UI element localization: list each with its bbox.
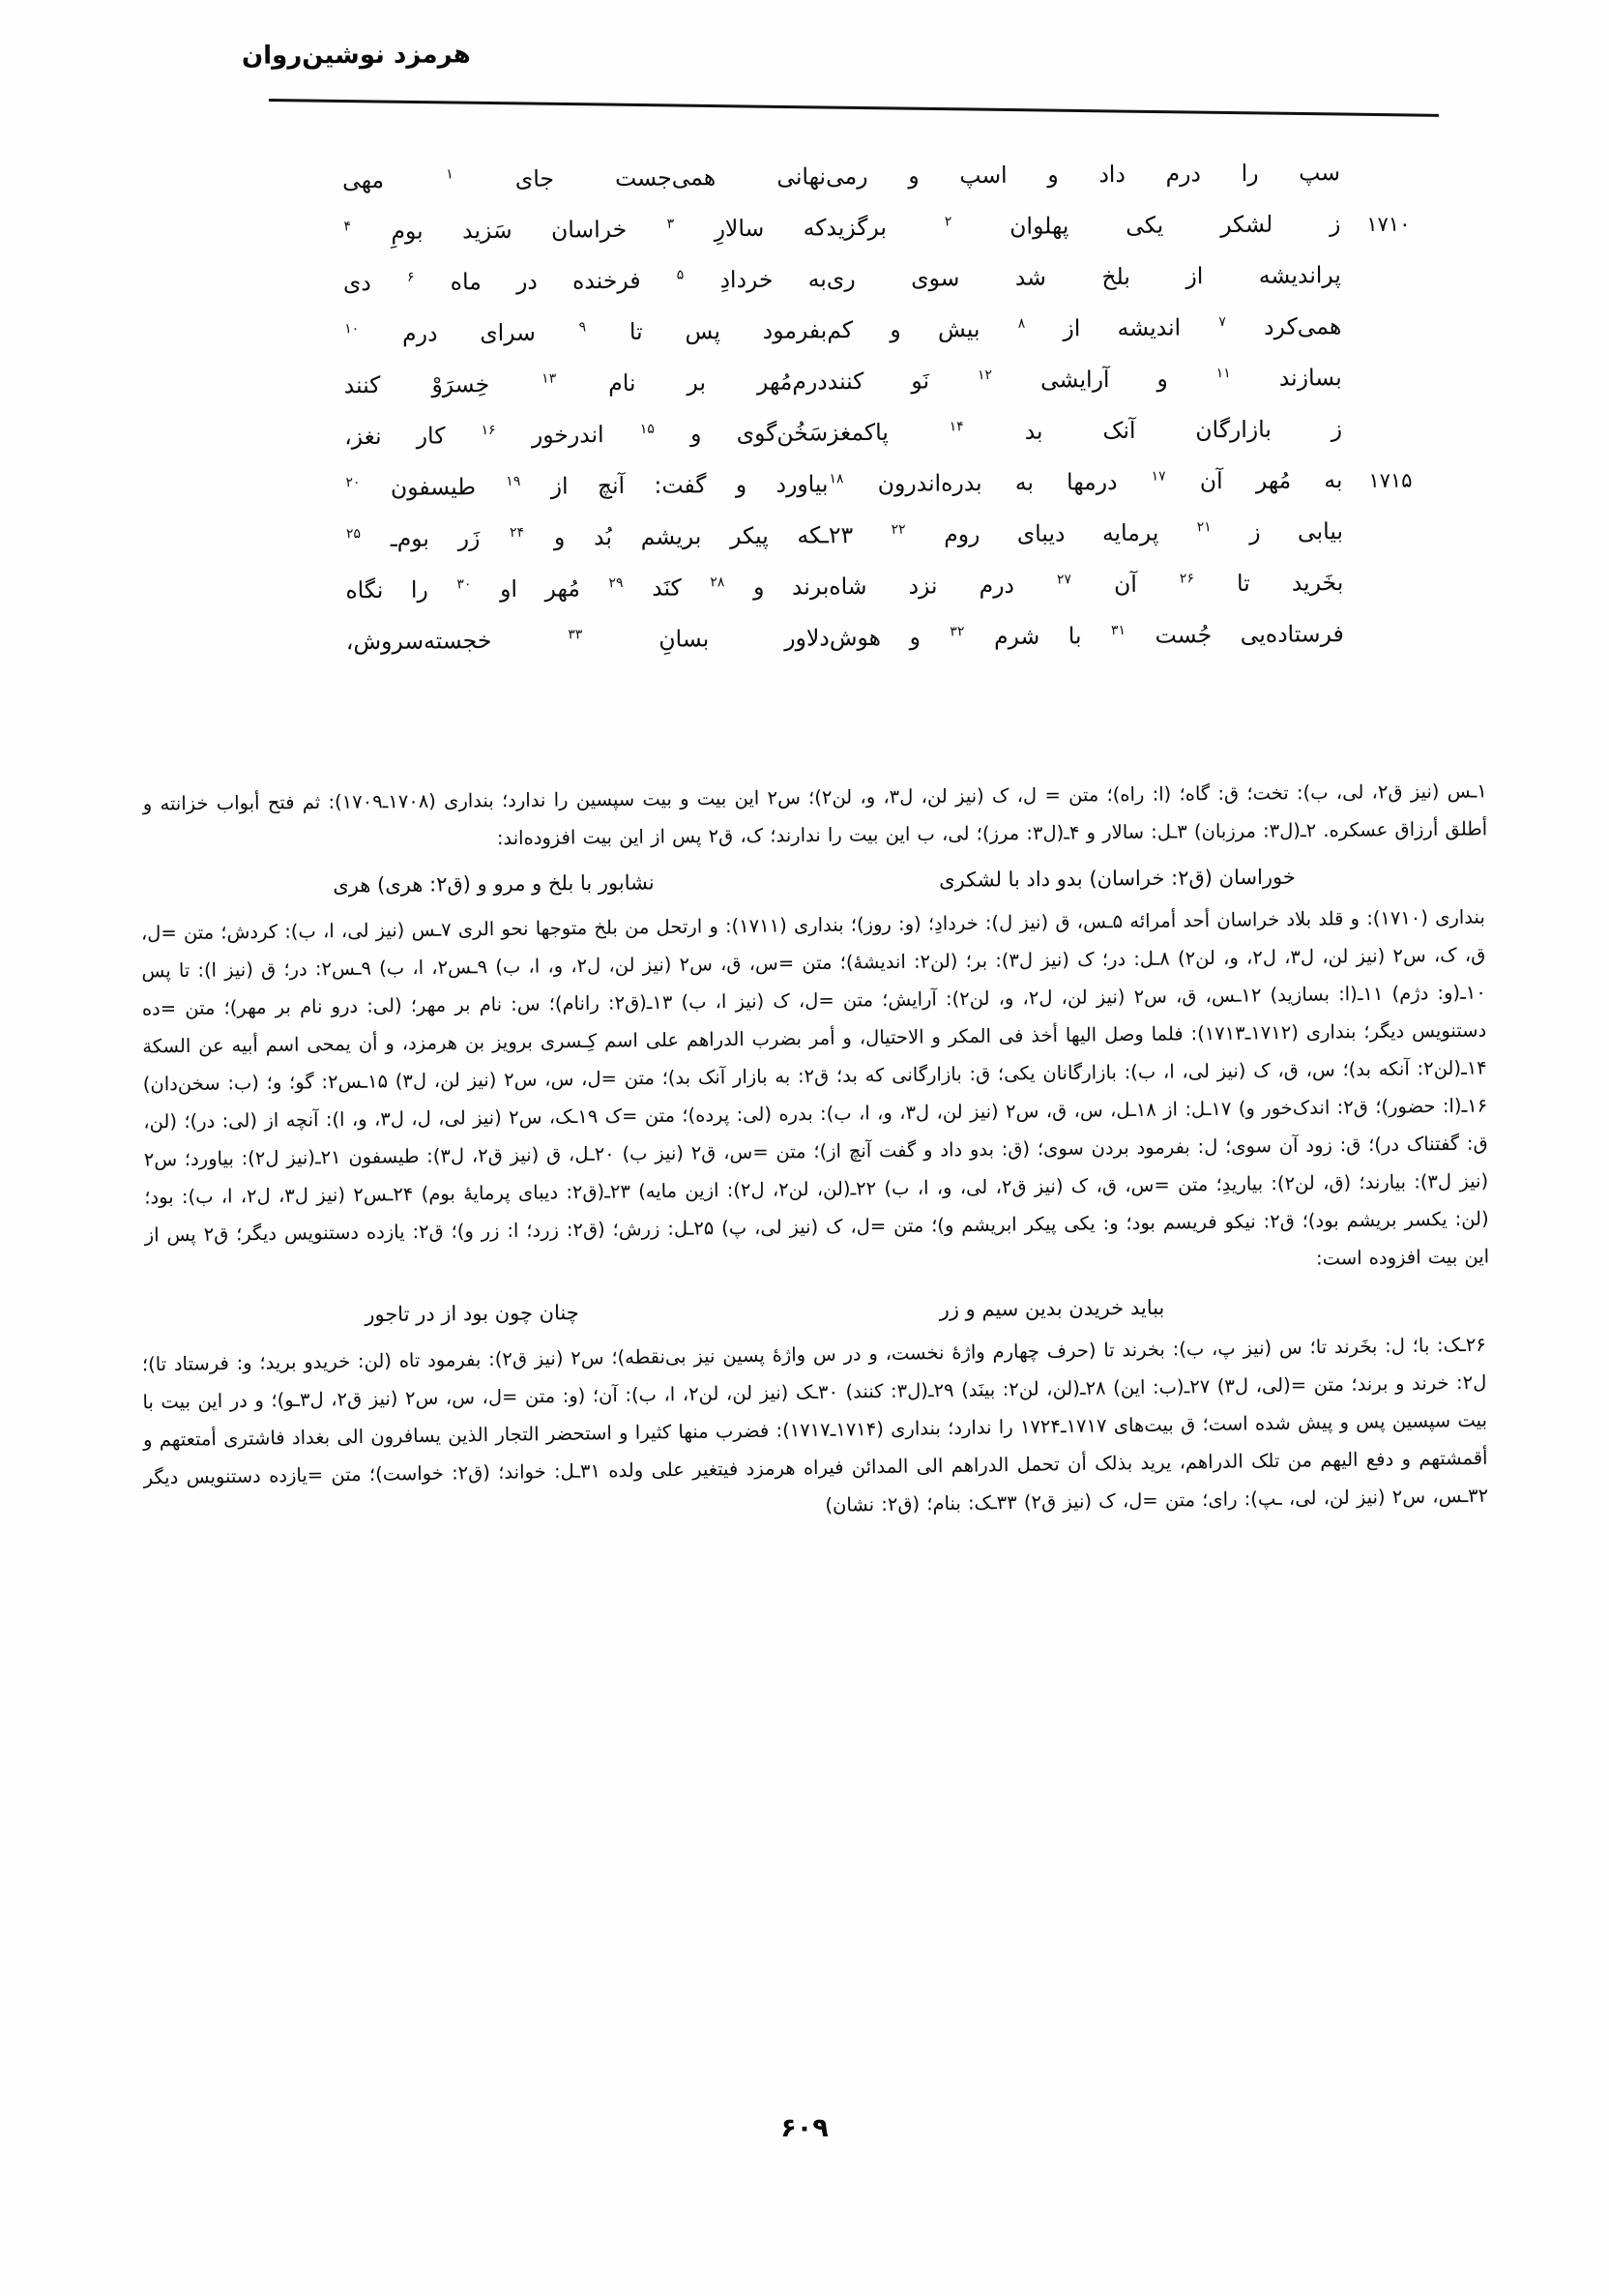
footnote-marker: ۲ bbox=[944, 214, 952, 230]
verse-text-run: طیسفون bbox=[361, 472, 506, 502]
footnote-marker: ۵ bbox=[676, 267, 685, 283]
verse-text-run: درمها به بدره‌اندرون bbox=[844, 467, 1151, 498]
footnote-marker: ۱۹ bbox=[506, 473, 521, 490]
footnote-marker: ۱ bbox=[446, 166, 453, 183]
verse-text-run: درم نزد شاه bbox=[829, 571, 1057, 601]
hemistich-b bbox=[344, 470, 828, 501]
verse-line bbox=[320, 569, 1413, 629]
verse-text-run: فرخنده در ماه bbox=[415, 266, 676, 296]
verse-text-run: کنَد bbox=[624, 574, 710, 602]
running-head: هرمزد نوشین‌روان bbox=[241, 40, 471, 71]
hemistich-a bbox=[829, 569, 1343, 600]
footnote-marker: ۲۴ bbox=[510, 524, 525, 542]
apparatus-paragraph-1: ۱ـس (نیز ق۲، لی، ب): تخت؛ ق: گاه؛ (ا: راه)؛ متن = ل، ک (نیز لن، ل۳، و، لن۲)؛ س۲ این بیت و بیت سپسین را ندارد؛ بنداری (۱۷۰۸ـ۱۷۰۹): ثم فتح أبواب خزانته و أطلق أرزاق عسکره. ۲ـ(ل۳: مرزبان) ۳ـل: سالار و ۴ـ(ل۳: مرز)؛ لی، ب این بیت را ندارند؛ ک، ق۲ پس از این بیت افزوده‌اند: bbox=[142, 780, 1488, 850]
footnote-marker: ۳۳ bbox=[568, 627, 583, 643]
critical-apparatus bbox=[140, 779, 1490, 1524]
verse-text-run: کار نغز، bbox=[344, 422, 481, 451]
quoted-verse-2-hemistich-a: بباید خریدن بدین سیم و زر bbox=[939, 1295, 1165, 1321]
footnote-marker: ۳۰ bbox=[456, 576, 472, 593]
verse-text-run: ز بازارگان آنک بد bbox=[964, 415, 1343, 446]
verse-line bbox=[317, 210, 1410, 270]
hemistich-b bbox=[342, 162, 826, 193]
verse-line bbox=[319, 466, 1412, 526]
verse-text-run: ـکه پیکر بریشم بُد و bbox=[525, 521, 830, 551]
quoted-verse-1 bbox=[143, 864, 1487, 898]
verse-block bbox=[317, 159, 1414, 680]
verse-text-run: همی‌کرد bbox=[1226, 312, 1342, 341]
verse-line-number bbox=[1343, 539, 1413, 540]
verse-text-run: پراندیشه از بلخ شد سوی ری bbox=[826, 261, 1341, 293]
footnote-marker: ۱۳ bbox=[541, 370, 557, 387]
verse-line bbox=[318, 312, 1411, 372]
verse-text-run: اندرخور bbox=[496, 420, 639, 449]
verse-line bbox=[319, 364, 1412, 424]
verse-text-run: اندیشه از bbox=[1026, 313, 1218, 342]
verse-text-run: برگزید bbox=[826, 213, 944, 242]
verse-text-run: خجسته‌سروش، bbox=[345, 626, 568, 656]
verse-text-run: بیاورد و گفت: آنچ از bbox=[521, 470, 829, 500]
verse-text-run: به مُهر آن bbox=[1166, 466, 1343, 495]
footnote-marker: ۲۶ bbox=[1179, 571, 1195, 587]
hemistich-b bbox=[345, 573, 829, 603]
hemistich-a bbox=[827, 261, 1341, 292]
verse-line bbox=[319, 415, 1412, 475]
verse-text-run: بسازند bbox=[1231, 364, 1342, 393]
footnote-marker: ۱۰ bbox=[344, 321, 360, 338]
footnote-marker: ۱۵ bbox=[639, 421, 655, 438]
hemistich-a bbox=[828, 466, 1342, 497]
verse-line-number bbox=[1342, 385, 1412, 386]
verse-text-run: و آرایشی bbox=[992, 365, 1215, 394]
verse-line bbox=[320, 517, 1413, 577]
footnote-marker: ۹ bbox=[578, 319, 587, 336]
verse-line-number bbox=[1340, 180, 1410, 181]
verse-text-run: درم‌مُهر بر نام bbox=[557, 368, 828, 397]
quoted-verse-2-hemistich-b: چنان چون بود از در تاجور bbox=[365, 1301, 579, 1327]
footnote-marker: ۴ bbox=[343, 219, 352, 235]
footnote-marker: ۳۲ bbox=[950, 624, 965, 640]
verse-text-run: پاکمغز bbox=[828, 418, 949, 447]
hemistich-b bbox=[344, 419, 828, 450]
verse-text-run: سرای درم bbox=[360, 318, 578, 348]
verse-text-run: بیابی ز bbox=[1212, 517, 1344, 546]
hemistich-a bbox=[826, 210, 1340, 241]
verse-text-run: دی bbox=[342, 268, 407, 297]
verse-line-number bbox=[1344, 641, 1414, 642]
verse-text-run: زَر بوم‌ـ bbox=[361, 523, 510, 553]
footnote-marker: ۲۵ bbox=[345, 526, 362, 543]
verse-line-number: ۱۷۱۵ bbox=[1368, 468, 1413, 492]
footnote-marker: ۳۱ bbox=[1110, 623, 1126, 639]
header-divider-rule bbox=[269, 99, 1439, 117]
footnote-marker: ۱۱ bbox=[1215, 366, 1231, 382]
hemistich-a bbox=[828, 415, 1342, 446]
verse-line bbox=[317, 159, 1410, 219]
verse-text-run: را نگاه bbox=[345, 575, 456, 604]
verse-text-run: پرمایه دیبای روم bbox=[906, 518, 1196, 548]
footnote-marker: ۱۸ bbox=[829, 471, 844, 487]
verse-text-run: بخَرید تا bbox=[1194, 569, 1344, 598]
verse-text-run: دلاور بسانِ bbox=[583, 624, 830, 654]
hemistich-a bbox=[830, 620, 1344, 651]
hemistich-a bbox=[829, 517, 1343, 548]
footnote-marker: ۲۷ bbox=[1056, 572, 1072, 588]
quoted-verse-1-hemistich-b: نشابور با بلخ و مرو و (ق۲: هری) هری bbox=[333, 870, 655, 898]
verse-text-run: ز لشکر یکی پهلوان bbox=[952, 210, 1341, 241]
verse-line bbox=[321, 620, 1414, 680]
verse-text-run: بیش و کم bbox=[827, 314, 1017, 344]
verse-line-number bbox=[1341, 334, 1411, 335]
footnote-marker: ۲۰ bbox=[345, 475, 361, 491]
verse-text-run: مهی bbox=[341, 165, 446, 194]
verse-text-run: نهانی همی‌جست جای bbox=[453, 162, 827, 193]
verse-line-number bbox=[1343, 590, 1413, 591]
verse-text-run: برند و bbox=[725, 573, 830, 602]
footnote-marker: ۱۲ bbox=[977, 368, 993, 384]
footnote-marker: ۷ bbox=[1218, 314, 1226, 331]
verse-text-run: مُهر او bbox=[472, 574, 608, 603]
verse-text-run: که سالارِ bbox=[675, 214, 827, 243]
apparatus-paragraph-2: بنداری (۱۷۱۰): و قلد بلاد خراسان أحد أمرائه ۵ـس، ق (نیز ل): خردادِ؛ (و: روز)؛ بنداری (۱۷۱۱): و ارتحل من بلخ متوجها نحو الری ۷ـس (نیز لی، ا، ب): کردش؛ متن =ل، ق، ک، س۲ (نیز لن، ل۳، ل۲، و، لن۲) ۸ـل: در؛ ک (نیز ل۳): بر؛ (لن۲: اندیشهٔ)؛ متن =س، ق، س۲ (نیز لن، ل۲، و، ا، ب) ۹ـس۲، ا، ب) ۹ـس۲: در؛ ق (نیز ا): تا پس ۱۰ـ(و: دژم) ۱۱ـ(ا: بسازید) ۱۲ـس، ق، س۲ (نیز لن، ل۲، و، لن۲): آرایش؛ متن =ل، ک (نیز ا، ب) ۱۳ـ(ق۲: رانام)؛ س: نام بر مهر؛ (لی: درو نام بر مهر)؛ متن =ده دستنویس دیگر؛ بنداری (۱۷۱۲ـ۱۷۱۳): فلما وصل الیها أخذ فی المکر و الاحتیال، و أمر بضرب الدراهم علی اسم کِـسری برویز بن هرمزد، و أن یمحی اسم أبیه عن السکة ۱۴ـ(لن۲: آنکه بد)؛ س، ق، ک (نیز لی، ا، ب): بازارگانان یکی؛ ق: بازارگانی که بد؛ ق۲: به بازار آنک بد)؛ متن =ل، س، س۲ (نیز لن، ل۳) ۱۵ـس۲: گو؛ و؛ (ب: سخن‌دان) ۱۶ـ(ا: حضور)؛ ق۲: اندک‌خور و) ۱۷ـل: از ۱۸ـل، س، ق، س۲ (نیز لن، ل۳، و، ا، ب): بدره (لی: پرده)؛ متن =ک ۱۹ـک، س۲ (نیز لی، ل، ل۳، و، ا): آنچه از (لی: در)؛ (لن، ق: گفتناک در)؛ ق: زود آن سوی؛ ل: بفرمود بردن سوی؛ (ق: بدو داد و گفت آنچ از)؛ متن =س، ق۲ (نیز ب) ۲۰ـل، ق (نیز ق۲، ل۳): طیسفون ۲۱ـ(نیز ل۲): بیاورد؛ س۲ (نیز ل۳): بیارند؛ (ق، لن۲): بیاریدِ؛ متن =س، ق، ک (نیز ق۲، لی، و، ا، ب) ۲۲ـ(لن، لن۲، ل۲): ازین مایه) ۲۳ـ(ق۲: دیبای پرمایهٔ بوم) ۲۴ـس۲ (نیز ل۳، ل۲، ا، ب): بود؛ (لن: یکسر بریشم بود)؛ ق۲: نیکو فریسم بود؛ و: یکی پیکر ابریشم و)؛ متن =ل، ک (نیز لی، پ) ۲۵ـل: زرش؛ (ق۲: زرد؛ ا: زر و)؛ ق۲: یازده دستنویس دیگر؛ ق۲ پس از این بیت افزوده است: bbox=[140, 905, 1490, 1270]
hemistich-a bbox=[827, 312, 1341, 343]
verse-text-run: بفرمود پس تا bbox=[587, 316, 828, 346]
footnote-marker: ۱۶ bbox=[481, 423, 496, 439]
hemistich-a bbox=[828, 364, 1342, 395]
verse-text-run: سپ را درم داد و اسپ و رمی bbox=[825, 159, 1341, 191]
verse-text-run: آن bbox=[1071, 570, 1180, 599]
hemistich-b bbox=[343, 316, 827, 347]
page-number: ۶۰۹ bbox=[780, 2113, 829, 2143]
verse-line-number bbox=[1342, 436, 1412, 437]
verse-text-run: با شرم bbox=[965, 622, 1111, 651]
verse-line-number bbox=[1341, 282, 1411, 283]
footnote-marker: ۳ bbox=[666, 216, 675, 232]
hemistich-b bbox=[342, 214, 826, 245]
footnote-marker: ۸ bbox=[1017, 315, 1026, 332]
footnote-marker: ۲۸ bbox=[710, 574, 725, 591]
verse-text-run: خِسرَوْ کنند bbox=[343, 369, 541, 399]
verse-text-run: خراسان سَزید بومِ bbox=[351, 215, 666, 246]
footnote-marker: ۶ bbox=[406, 269, 415, 285]
footnote-marker: ۱۷ bbox=[1151, 468, 1166, 485]
verse-text-run: فرستاده‌یی جُست bbox=[1126, 620, 1344, 649]
page-header bbox=[0, 41, 1609, 118]
hemistich-b bbox=[346, 624, 830, 655]
quoted-verse-1-hemistich-a: خوراسان (ق۲: خراسان) بدو داد با لشکری bbox=[939, 865, 1296, 892]
footnote-marker: ۲۱ bbox=[1196, 519, 1212, 536]
apparatus-paragraph-3: ۲۶ـک: با؛ ل: بخَرند تا؛ س (نیز پ، ب): بخرند تا (حرف چهارم واژهٔ نخست، و در س واژهٔ پسین نیز بی‌نقطه)؛ س۲ (نیز ق۲): بفرمود تاه (لن: خریدو برید؛ و: فرستاد تا)؛ ل۲: خرند و برند؛ متن =(لی، ل۳) ۲۷ـ(ب: این) ۲۸ـ(لن، لن۲: بینَد) ۲۹ـ(ل۳: کنند) ۳۰ـک (نیز لن، لن۲، ا، ب): آن؛ (و: متن =ل، س، س۲ (نیز ق۲، ل۳ـو)؛ و در این بیت با بیت سپسین پس و پیش شده است؛ ق بیت‌های ۱۷۱۷ـ۱۷۲۴ را ندارد؛ بنداری (۱۷۱۴ـ۱۷۱۷): فضرب منها کثیرا و استحضر التجار الذین یسافرون الی بغداد فاشتری أمتعتهم و أقمشتهم و دفع الیهم من تلک الدراهم، یرید بذلک أن تحمل الدراهم الی المدائن فیراه هرمزد فیتغیر علی ولده ۳۱ـل: خواند؛ (ق۲: خواست)؛ متن =یازده دستنویس دیگر ۳۲ـس، س۲ (نیز لن، لی، ـپ): رای؛ متن =ل، ک (نیز ق۲) ۳۳ـک: بنام؛ (ق۲: نشان) bbox=[141, 1333, 1489, 1516]
verse-line-number: ۱۷۱۰ bbox=[1366, 212, 1411, 236]
verse-text-run: ۲۳ bbox=[828, 520, 891, 549]
hemistich-a bbox=[826, 159, 1340, 190]
verse-text-run: نَو کنند bbox=[827, 367, 978, 396]
verse-text-run: سَخُن‌گوی و bbox=[655, 419, 829, 448]
verse-text-run: به خردادِ bbox=[685, 265, 827, 294]
verse-line bbox=[318, 261, 1411, 321]
verse-text-run: و هوش bbox=[829, 623, 950, 652]
hemistich-b bbox=[345, 521, 829, 552]
footnote-marker: ۲۹ bbox=[608, 575, 624, 592]
hemistich-b bbox=[343, 265, 827, 296]
footnote-marker: ۱۴ bbox=[949, 419, 964, 435]
footnote-marker: ۲۲ bbox=[891, 521, 906, 538]
hemistich-b bbox=[344, 368, 828, 398]
quoted-verse-2 bbox=[143, 1293, 1487, 1328]
